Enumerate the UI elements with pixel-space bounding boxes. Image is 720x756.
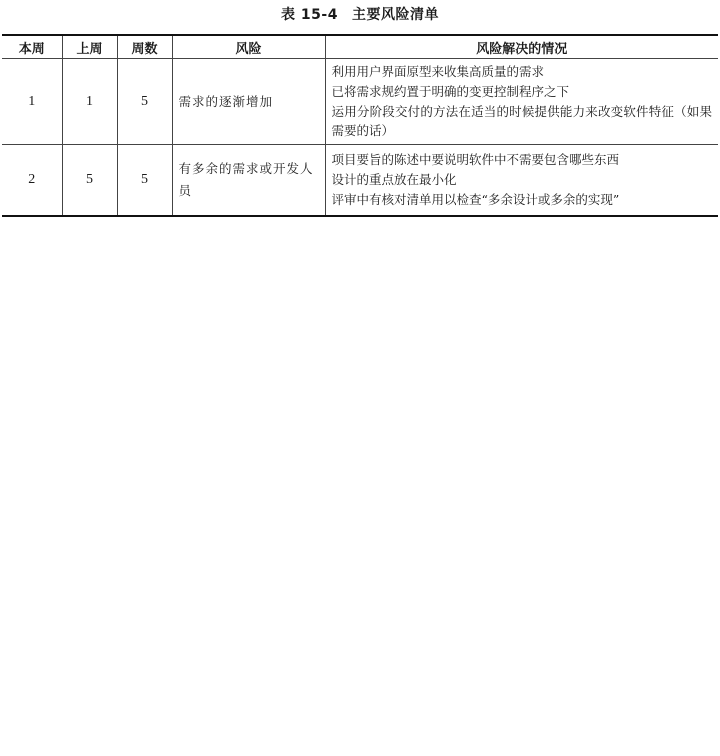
header-row <box>2 35 718 59</box>
cell-resolution <box>325 59 718 145</box>
table-row <box>2 145 718 216</box>
header-weeks: 周数 <box>117 35 172 59</box>
cell-resolution <box>325 145 718 216</box>
table-caption: 主要风险清单 <box>351 7 439 23</box>
resolution-line: 运用分阶段交付的方法在适当的时候提供能力来改变软件特征（如果需要的话） <box>331 103 712 139</box>
cell-this-week: 2 <box>2 145 62 216</box>
header-risk: 风险 <box>172 35 325 59</box>
cell-risk: 有多余的需求或开发人员 <box>172 145 325 216</box>
cell-last-week: 1 <box>62 59 117 145</box>
resolution-line: 评审中有核对清单用以检查“多余设计或多余的实现” <box>331 191 620 207</box>
resolution-line: 项目要旨的陈述中要说明软件中不需要包含哪些东西 <box>331 152 620 168</box>
resolution-line: 利用用户界面原型来收集高质量的需求 <box>331 64 545 80</box>
cell-this-week: 1 <box>2 59 62 145</box>
risk-table <box>2 34 718 217</box>
cell-weeks: 5 <box>117 145 172 216</box>
header-last-week: 上周 <box>62 35 117 59</box>
cell-weeks: 5 <box>117 59 172 145</box>
table-number: 表 15-4 <box>281 7 338 23</box>
header-this-week: 本周 <box>2 35 62 59</box>
resolution-line: 已将需求规约置于明确的变更控制程序之下 <box>331 83 570 99</box>
resolution-line: 设计的重点放在最小化 <box>331 171 457 187</box>
cell-last-week: 5 <box>62 145 117 216</box>
cell-risk: 需求的逐渐增加 <box>172 59 325 145</box>
table-title <box>0 0 720 30</box>
table-row <box>2 59 718 145</box>
header-resolution: 风险解决的情况 <box>325 35 718 59</box>
